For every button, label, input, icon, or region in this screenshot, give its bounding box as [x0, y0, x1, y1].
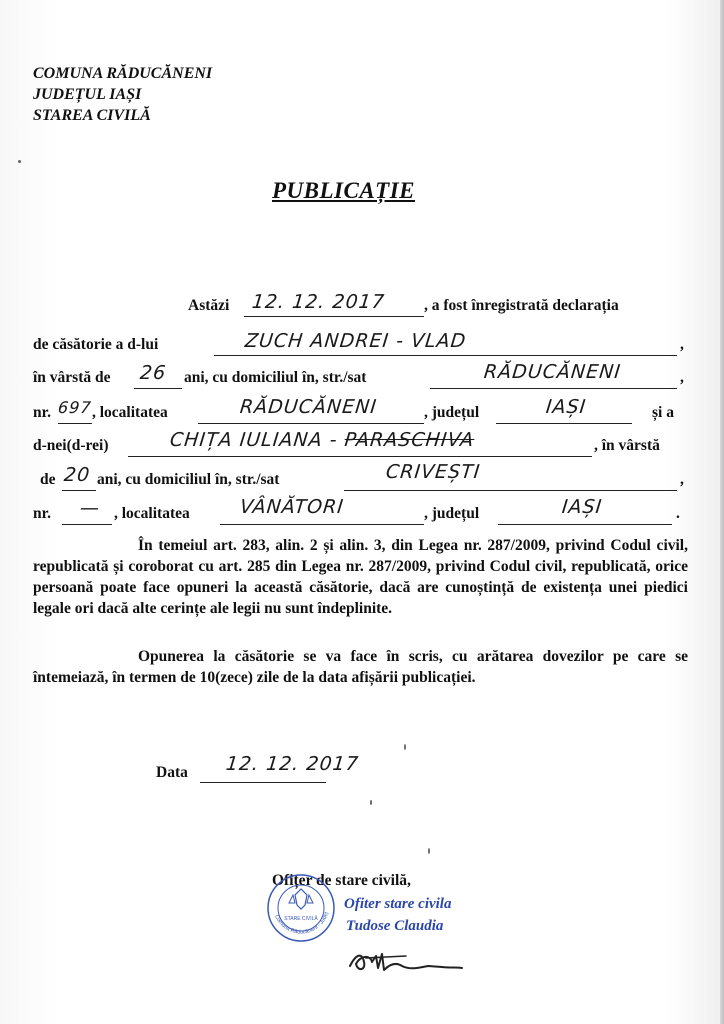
header-county: JUDEȚUL IAȘI — [33, 86, 142, 103]
wife-locality-label: , localitatea — [114, 505, 190, 522]
wife-name-text: CHIȚA IULIANA - PARASCHIVA — [168, 429, 476, 451]
line7-period: . — [676, 505, 680, 522]
astazi-label: Astăzi — [188, 297, 230, 314]
wife-age-value: 20 — [62, 464, 92, 486]
astazi-date-value: 12. 12. 2017 — [250, 291, 387, 313]
handwritten-signature — [346, 948, 466, 978]
husband-name-value: ZUCH ANDREI - VLAD — [243, 330, 468, 352]
scan-speck — [404, 744, 406, 750]
si-a-label: și a — [652, 404, 674, 421]
line6-comma: , — [680, 471, 684, 488]
husband-label: de căsătorie a d-lui — [33, 336, 159, 353]
scan-speck — [428, 848, 430, 854]
wife-street-value: CRIVEȘTI — [384, 461, 482, 483]
scan-speck — [18, 160, 21, 163]
officer-stamp-title: Ofiter stare civila — [344, 896, 452, 912]
husband-county-label: , județul — [424, 404, 480, 421]
svg-text:Comuna Răducăneni - Județul Ia — [266, 873, 330, 936]
wife-name-value — [169, 430, 475, 450]
husband-locality-label: , localitatea — [92, 404, 168, 421]
stamp-ring-text: Comuna Răducăneni - Județ — [273, 911, 331, 936]
officer-stamp-name: Tudose Claudia — [346, 918, 444, 934]
husband-county-value: IAȘI — [544, 396, 588, 418]
wife-label: d-nei(d-rei) — [33, 437, 109, 454]
page-title: PUBLICAȚIE — [272, 178, 416, 203]
wife-nr-label: nr. — [33, 505, 51, 522]
wife-locality-value: VÂNĂTORI — [238, 496, 346, 518]
date-value: 12. 12. 2017 — [224, 753, 361, 775]
opposition-paragraph: Opunerea la căsătorie se va face în scris, cu arătarea dovezilor pe care se întemeiază, în termen de 10(zece) zile de la data afișării publicației. — [33, 648, 688, 686]
date-label: Data — [156, 764, 188, 781]
husband-age-label: în vârstă de — [33, 369, 111, 386]
husband-nr-value: 697 — [57, 398, 93, 417]
header-office: STAREA CIVILĂ — [33, 107, 151, 124]
wife-county-label: , județul — [424, 505, 480, 522]
wife-county-value: IAȘI — [560, 496, 604, 518]
wife-nr-value: — — [78, 497, 102, 519]
husband-age-value: 26 — [138, 362, 168, 384]
husband-locality-value: RĂDUCĂNENI — [238, 396, 379, 418]
legal-paragraph: În temeiul art. 283, alin. 2 și alin. 3, din Legea nr. 287/2009, privind Codul civil, republicată și coroborat cu art. 285 din Legea nr. 287/2009, privind Codul civil, republicată, orice persoană poate face opuneri la această căsătorie, dacă are cunoștință de existența unei piedici legale ori dacă alte cerințe ale legii nu sunt îndeplinite. — [33, 537, 688, 617]
line2-comma: , — [680, 336, 684, 353]
stamp-seal-icon — [266, 873, 336, 943]
husband-nr-label: nr. — [33, 404, 51, 421]
wife-age-label: , în vârstă — [594, 437, 660, 454]
header-commune: COMUNA RĂDUCĂNENI — [33, 65, 213, 82]
husband-street-value: RĂDUCĂNENI — [482, 361, 623, 383]
wife-domicile-label: ani, cu domiciliul în, str./sat — [97, 471, 280, 488]
wife-name-struck-part: PARASCHIVA — [343, 429, 476, 451]
line3-comma: , — [680, 369, 684, 386]
civil-status-stamp — [266, 873, 336, 943]
scan-speck — [370, 800, 372, 805]
stamp-center-text: STARE CIVILĂ — [284, 916, 318, 922]
institution-header — [33, 63, 212, 126]
astazi-suffix: , a fost înregistrată declarația — [424, 297, 619, 314]
wife-de-label: de — [40, 471, 56, 488]
husband-domicile-label: ani, cu domiciliul în, str./sat — [184, 369, 367, 386]
page-edge-shadow — [720, 0, 724, 1024]
officer-title: Ofițer de stare civilă, — [272, 872, 411, 889]
